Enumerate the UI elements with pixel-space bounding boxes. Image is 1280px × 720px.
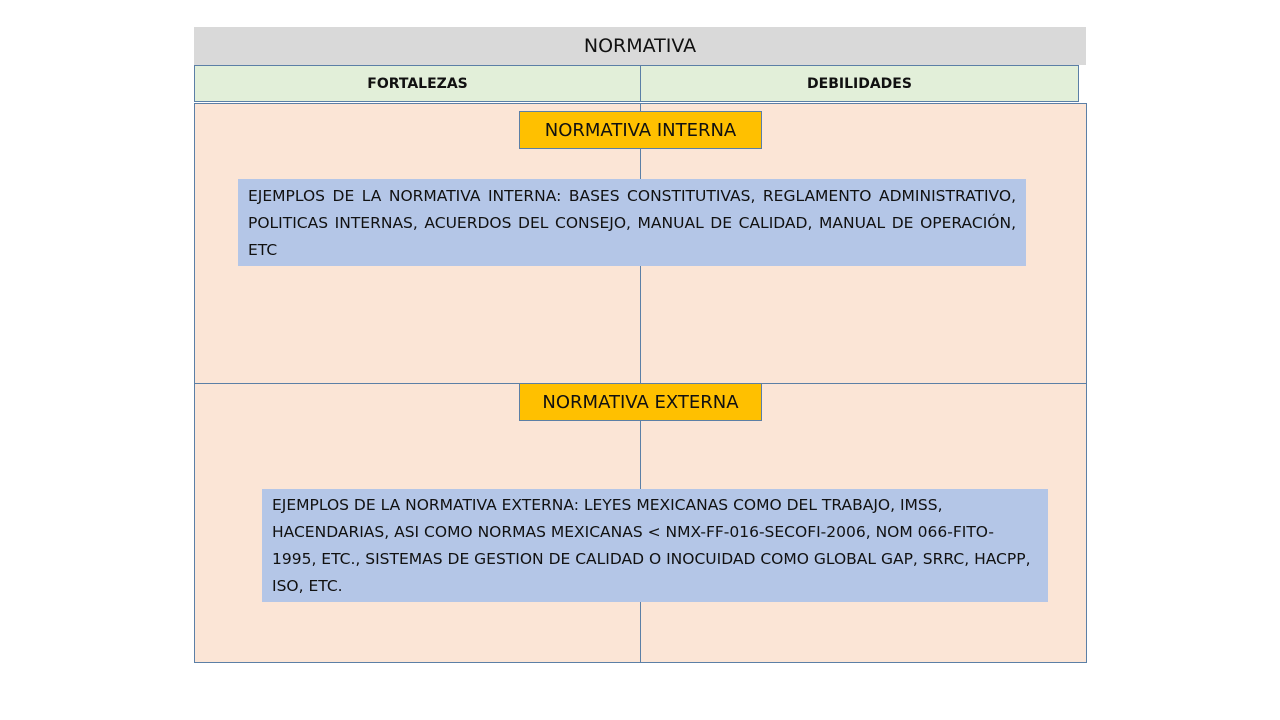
internal-normative-label: NORMATIVA INTERNA [519, 111, 762, 149]
column-header-debilidades: DEBILIDADES [640, 65, 1079, 102]
page-title: NORMATIVA [194, 27, 1086, 65]
internal-normative-description: EJEMPLOS DE LA NORMATIVA INTERNA: BASES CONSTITUTIVAS, REGLAMENTO ADMINISTRATIVO, POLITICAS INTERNAS, ACUERDOS DEL CONSEJO, MANUAL DE CALIDAD, MANUAL DE OPERACIÓN, ETC [238, 179, 1026, 266]
external-normative-label: NORMATIVA EXTERNA [519, 383, 762, 421]
column-header-fortalezas: FORTALEZAS [194, 65, 641, 102]
external-normative-description: EJEMPLOS DE LA NORMATIVA EXTERNA: LEYES MEXICANAS COMO DEL TRABAJO, IMSS, HACENDARIAS, ASI COMO NORMAS MEXICANAS < NMX-FF-016-SECOFI-2006, NOM 066-FITO-1995, ETC., SISTEMAS DE GESTION DE CALIDAD O INOCUIDAD COMO GLOBAL GAP, SRRC, HACPP, ISO, ETC. [262, 489, 1048, 602]
